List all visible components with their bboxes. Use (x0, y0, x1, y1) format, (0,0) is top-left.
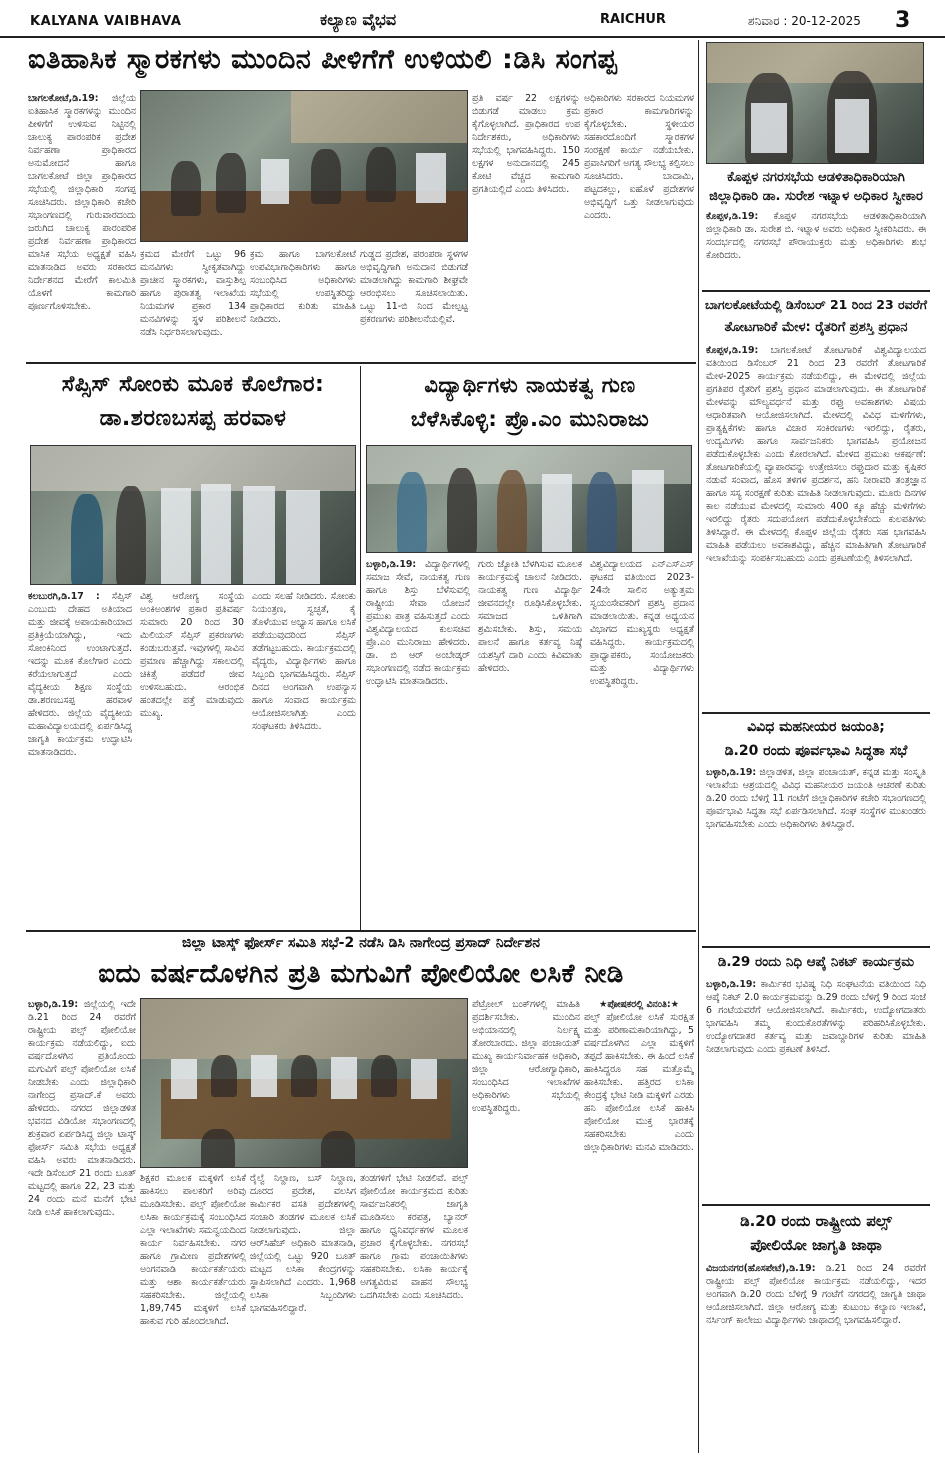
story9-body-2: ಶಿಕ್ಷಕರ ಮೂಲಕ ಮಕ್ಕಳಿಗೆ ಲಸಿಕೆ ಹಾಕಿಸಲು ಪಾಲಕರಿಗೆ ಅರಿವು ಮೂಡಿಸಬೇಕು. ಪಲ್ಸ್ ಪೋಲಿಯೋ ಲಸಿಕಾ ಕಾರ್ಯಕ್ರಮಕ್ಕೆ ಸಂಬಂಧಿಸಿದ ಎಲ್ಲಾ ಇಲಾಖೆಗಳು ಸಮನ್ವಯದಿಂದ ಕಾರ್ಯ ನಿರ್ವಹಿಸಬೇಕು. ನಗರ ಹಾಗೂ ಗ್ರಾಮೀಣ ಪ್ರದೇಶಗಳಲ್ಲಿ ಅಂಗನವಾಡಿ ಕಾರ್ಯಕರ್ತೆಯರು ಮತ್ತು ಆಶಾ ಕಾರ್ಯಕರ್ತೆಯರು ಸಹಕರಿಸಬೇಕು. ಜಿಲ್ಲೆಯಲ್ಲಿ 1,89,745 ಮಕ್ಕಳಿಗೆ ಲಸಿಕೆ ಹಾಕುವ ಗುರಿ ಹೊಂದಲಾಗಿದೆ. (140, 1173, 246, 1327)
story1-column (472, 92, 580, 358)
story4-body-3: ಎಂದು ಸಲಹೆ ನೀಡಿದರು. ಸೋಂಕು ನಿಯಂತ್ರಣ, ಸ್ವಚ್ಛತೆ, ಕೈ ತೊಳೆಯುವ ಅಭ್ಯಾಸ ಹಾಗೂ ಲಸಿಕೆ ಪಡೆಯುವುದರಿಂದ ಸೆಪ್ಸಿಸ್ ತಡೆಗಟ್ಟಬಹುದು. ಕಾರ್ಯಕ್ರಮದಲ್ಲಿ ವೈದ್ಯರು, ವಿದ್ಯಾರ್ಥಿಗಳು ಹಾಗೂ ಸಿಬ್ಬಂದಿ ಭಾಗವಹಿಸಿದ್ದರು. ಸೆಪ್ಸಿಸ್ ದಿನದ ಅಂಗವಾಗಿ ಉಪನ್ಯಾಸ ಹಾಗೂ ಸಂವಾದ ಕಾರ್ಯಕ್ರಮ ಆಯೋಜಿಸಲಾಗಿತ್ತು ಎಂದು ಸಂಘಟಕರು ತಿಳಿಸಿದರು. (252, 591, 356, 732)
story7-headline: ಡಿ.29 ರಂದು ನಿಧಿ ಆಪ್ಕೆ ನಿಕಟ್ ಕಾರ್ಯಕ್ರಮ (717, 954, 915, 970)
story1-column (140, 248, 246, 358)
story1-body-4: ಗುಡ್ಡದ ಪ್ರದೇಶ, ಪರಂಪರಾ ಸ್ಥಳಗಳ ಅಭಿವೃದ್ಧಿಗಾಗಿ ಅನುದಾನ ಬಿಡುಗಡೆ ಮಾಡಲಾಗಿದ್ದು ಕಾಮಗಾರಿ ಶೀಘ್ರವೇ ಆರಂಭಿಸಲು ಸೂಚಿಸಲಾಯಿತು. ಒಟ್ಟು 11-ಬಿ ನಿಂದ ಮೇಲ್ಪಟ್ಟ ಪ್ರಕರಣಗಳು ಪರಿಶೀಲನೆಯಲ್ಲಿವೆ. (360, 249, 468, 325)
section-divider (702, 290, 930, 292)
story9-column (28, 998, 136, 1450)
story4-column (252, 590, 356, 926)
story4-dateline: ಕಲಬುರಗಿ,ಡಿ.17 : (28, 591, 100, 602)
paper-title-kannada: ಕಲ್ಯಾಣ ವೈಭವ (320, 10, 397, 29)
story1-body-6: ಅಧಿಕಾರಿಗಳು ಸರಕಾರದ ನಿಯಮಗಳ ಪ್ರಕಾರ ಕಾಮಗಾರಿಗಳನ್ನು ಕೈಗೊಳ್ಳಬೇಕು. ಸ್ಥಳೀಯರ ಸಹಕಾರದೊಂದಿಗೆ ಸ್ಮಾರಕಗಳ ಸಂರಕ್ಷಣೆ ಕಾರ್ಯ ನಡೆಯಬೇಕು. ಪ್ರವಾಸಿಗರಿಗೆ ಅಗತ್ಯ ಸೌಲಭ್ಯ ಕಲ್ಪಿಸಲು ಸೂಚಿಸಿದರು. ಬಾದಾಮಿ, ಪಟ್ಟದಕಲ್ಲು, ಐಹೊಳೆ ಪ್ರದೇಶಗಳ ಅಭಿವೃದ್ಧಿಗೆ ಒತ್ತು ನೀಡಲಾಗುವುದು ಎಂದರು. (584, 93, 694, 221)
story4-photo-lamp-lighting (30, 445, 356, 585)
story6-headline: ವಿವಿಧ ಮಹನೀಯರ ಜಯಂತಿ; (747, 719, 885, 735)
issue-date: ಶನಿವಾರ : 20-12-2025 (748, 14, 861, 28)
story9-kicker: ಜಿಲ್ಲಾ ಟಾಸ್ಕ್ ಫೋರ್ಸ್ ಸಮಿತಿ ಸಭೆ-2 ನಡೆಸಿ ಡಿಸಿ ನಾಗೇಂದ್ರ ಪ್ರಸಾದ್ ನಿರ್ದೇಶನ (182, 935, 540, 951)
story1-column (584, 92, 694, 358)
story2-column (706, 210, 926, 288)
edition-city: RAICHUR (600, 12, 666, 27)
story5-body-2: ಗುರು ಜ್ಯೋತಿ ಬೆಳಗಿಸುವ ಮೂಲಕ ಕಾರ್ಯಕ್ರಮಕ್ಕೆ ಚಾಲನೆ ನೀಡಿದರು. ನಾಯಕತ್ವ ಗುಣ ವಿದ್ಯಾರ್ಥಿ ಜೀವನದಲ್ಲೇ ರೂಢಿಸಿಕೊಳ್ಳಬೇಕು. ಸಮಾಜದ ಒಳಿತಿಗಾಗಿ ಶ್ರಮಿಸಬೇಕು. ಶಿಸ್ತು, ಸಮಯ ಪಾಲನೆ ಹಾಗೂ ಕರ್ತವ್ಯ ನಿಷ್ಠೆ ಯಶಸ್ಸಿಗೆ ದಾರಿ ಎಂದು ಕಿವಿಮಾತು ಹೇಳಿದರು. (478, 559, 582, 674)
story1-column (360, 248, 468, 358)
story1-body-3: ಕ್ರಮ ಹಾಗೂ ಬಾಗಲಕೋಟೆ ಉಪವಿಭಾಗಾಧಿಕಾರಿಗಳು ಹಾಗೂ ಸಂಬಂಧಿಸಿದ ಅಧಿಕಾರಿಗಳು ಸಭೆಯಲ್ಲಿ ಉಪಸ್ಥಿತರಿದ್ದು ಪ್ರಾಧಿಕಾರದ ಕುರಿತು ಮಾಹಿತಿ ನೀಡಿದರು. (250, 249, 356, 325)
section-divider (26, 930, 696, 932)
story2-body: ಕೊಪ್ಪಳ ನಗರಸಭೆಯ ಆಡಳಿತಾಧಿಕಾರಿಯಾಗಿ ಜಿಲ್ಲಾಧಿಕಾರಿ ಡಾ. ಸುರೇಶ ಬಿ. ಇಟ್ನಾಳ ಅವರು ಅಧಿಕಾರ ಸ್ವೀಕರಿಸಿದರು. ಈ ಸಂದರ್ಭದಲ್ಲಿ ನಗರಸಭೆ ಪೌರಾಯುಕ್ತರು ಮತ್ತು ಅಧಿಕಾರಿಗಳು ಶುಭ ಕೋರಿದರು. (706, 211, 926, 261)
story1-column (250, 248, 356, 358)
story5-body-1: ವಿದ್ಯಾರ್ಥಿಗಳಲ್ಲಿ ಸಮಾಜ ಸೇವೆ, ನಾಯಕತ್ವ ಗುಣ ಹಾಗೂ ಶಿಸ್ತು ಬೆಳೆಸುವಲ್ಲಿ ರಾಷ್ಟ್ರೀಯ ಸೇವಾ ಯೋಜನೆ ಪ್ರಮುಖ ಪಾತ್ರ ವಹಿಸುತ್ತದೆ ಎಂದು ವಿಶ್ವವಿದ್ಯಾಲಯದ ಕುಲಸಚಿವ ಪ್ರೊ.ಎಂ ಮುನಿರಾಜು ಹೇಳಿದರು. ಡಾ. ಬಿ ಆರ್ ಅಂಬೇಡ್ಕರ್ ಸಭಾಂಗಣದಲ್ಲಿ ನಡೆದ ಕಾರ್ಯಕ್ರಮ ಉದ್ಘಾಟಿಸಿ ಮಾತನಾಡಿದರು. (366, 559, 470, 687)
section-divider (702, 712, 930, 714)
paper-name: KALYANA VAIBHAVA (30, 14, 182, 29)
section-divider (26, 362, 696, 364)
story4-headline-1: ಸೆಪ್ಸಿಸ್ ಸೋಂಕು ಮೂಕ ಕೊಲೆಗಾರ: (61, 372, 325, 397)
story7-dateline: ಬಳ್ಳಾರಿ,ಡಿ.19: (706, 979, 757, 990)
column-divider (360, 366, 361, 930)
story8-column (706, 1262, 926, 1452)
section-divider (702, 946, 930, 948)
story3-headline-1: ಬಾಗಲಕೋಟೆಯಲ್ಲಿ ಡಿಸೆಂಬರ್ 21 ರಿಂದ 23 ರವರೆಗೆ (704, 297, 928, 312)
story9-column (360, 1172, 468, 1450)
story1-body-2: ಕ್ರಮದ ಮೇರೆಗೆ ಒಟ್ಟು 96 ಮನವಿಗಳು ಸ್ವೀಕೃತವಾಗಿದ್ದು ಪ್ರಾಚೀನ ಸ್ಮಾರಕಗಳು, ವಾಸ್ತುಶಿಲ್ಪ ಹಾಗೂ ಪುರಾತತ್ವ ಇಲಾಖೆಯ ನಿಯಮಗಳ ಪ್ರಕಾರ 134 ಮನವಿಗಳನ್ನು ಸ್ಥಳ ಪರಿಶೀಲನೆ ನಡೆಸಿ ನಿರ್ಧರಿಸಲಾಗುವುದು. (140, 249, 246, 338)
story9-column (250, 1172, 356, 1450)
story9-body-4: ತಂಡಗಳಿಗೆ ಭೇಟಿ ನೀಡಲಿವೆ. ಪಲ್ಸ್ ಪೋಲಿಯೋ ಕಾರ್ಯಕ್ರಮದ ಕುರಿತು ಸಾರ್ವಜನಿಕರಲ್ಲಿ ಜಾಗೃತಿ ಮೂಡಿಸಲು ಕರಪತ್ರ, ಬ್ಯಾನರ್ ಹಾಗೂ ಧ್ವನಿವರ್ಧಕಗಳ ಮೂಲಕ ಪ್ರಚಾರ ಕೈಗೊಳ್ಳಬೇಕು. ನಗರಸಭೆ ಹಾಗೂ ಗ್ರಾಮ ಪಂಚಾಯಿತಿಗಳು ಸಹಕರಿಸಬೇಕು. ಲಸಿಕಾ ಕಾರ್ಯಕ್ಕೆ ಅಗತ್ಯವಿರುವ ವಾಹನ ಸೌಲಭ್ಯ ಒದಗಿಸಬೇಕು ಎಂದು ಸೂಚಿಸಿದರು. (360, 1173, 468, 1301)
section-divider (702, 1204, 930, 1206)
story1-body-5: ಪ್ರತಿ ವರ್ಷ 22 ಲಕ್ಷಗಳನ್ನು ಬಿಡುಗಡೆ ಮಾಡಲು ಕ್ರಮ ಕೈಗೊಳ್ಳಲಾಗಿದೆ. ಪ್ರಾಧಿಕಾರದ ಉಪ ನಿರ್ದೇಶಕರು, ಅಧಿಕಾರಿಗಳು ಸಭೆಯಲ್ಲಿ ಭಾಗವಹಿಸಿದ್ದರು. 150 ಲಕ್ಷಗಳ ಅನುದಾನದಲ್ಲಿ 245 ಕೋಟಿ ವೆಚ್ಚದ ಕಾಮಗಾರಿ ಪ್ರಗತಿಯಲ್ಲಿದೆ ಎಂದು ತಿಳಿಸಿದರು. (472, 93, 580, 195)
story9-body-6: ಪಲ್ಸ್ ಪೋಲಿಯೋ ಲಸಿಕೆ ಸುರಕ್ಷಿತ ಮತ್ತು ಪರಿಣಾಮಕಾರಿಯಾಗಿದ್ದು, 5 ವರ್ಷದೊಳಗಿನ ಎಲ್ಲಾ ಮಕ್ಕಳಿಗೆ ತಪ್ಪದೆ ಹಾಕಿಸಬೇಕು. ಈ ಹಿಂದೆ ಲಸಿಕೆ ಹಾಕಿಸಿದ್ದರೂ ಸಹ ಮತ್ತೊಮ್ಮೆ ಹಾಕಿಸಬೇಕು. ಹತ್ತಿರದ ಲಸಿಕಾ ಕೇಂದ್ರಕ್ಕೆ ಭೇಟಿ ನೀಡಿ ಮಕ್ಕಳಿಗೆ ಎರಡು ಹನಿ ಪೋಲಿಯೋ ಲಸಿಕೆ ಹಾಕಿಸಿ ಪೋಲಿಯೋ ಮುಕ್ತ ಭಾರತಕ್ಕೆ ಸಹಕರಿಸಬೇಕು ಎಂದು ಜಿಲ್ಲಾಧಿಕಾರಿಗಳು ಮನವಿ ಮಾಡಿದರು. (584, 1012, 694, 1153)
story4-headline-2: ಡಾ.ಶರಣಬಸಪ್ಪ ಹರವಾಳ (99, 406, 287, 431)
story9-headline: ಐದು ವರ್ಷದೊಳಗಿನ ಪ್ರತಿ ಮಗುವಿಗೆ ಪೋಲಿಯೋ ಲಸಿಕೆ ನೀಡಿ (98, 959, 624, 989)
story8-dateline: ವಿಜಯನಗರ(ಹೊಸಪೇಟೆ),ಡಿ.19: (706, 1263, 816, 1274)
story5-body-3: ವಿಶ್ವವಿದ್ಯಾಲಯದ ಎನ್‌ಎಸ್‌ಎಸ್ ಘಟಕದ ವತಿಯಿಂದ 2023-24ನೇ ಸಾಲಿನ ಅತ್ಯುತ್ತಮ ಸ್ವಯಂಸೇವಕರಿಗೆ ಪ್ರಶಸ್ತಿ ಪ್ರದಾನ ಮಾಡಲಾಯಿತು. ಕನ್ನಡ ಅಧ್ಯಯನ ವಿಭಾಗದ ಮುಖ್ಯಸ್ಥರು ಅಧ್ಯಕ್ಷತೆ ವಹಿಸಿದ್ದರು. ಕಾರ್ಯಕ್ರಮದಲ್ಲಿ ಪ್ರಾಧ್ಯಾಪಕರು, ಸಂಯೋಜಕರು ಮತ್ತು ವಿದ್ಯಾರ್ಥಿಗಳು ಉಪಸ್ಥಿತರಿದ್ದರು. (590, 559, 694, 687)
story9-dateline: ಬಳ್ಳಾರಿ,ಡಿ.19: (28, 999, 79, 1010)
story5-column (478, 558, 582, 926)
story1-headline: ಐತಿಹಾಸಿಕ ಸ್ಮಾರಕಗಳು ಮುಂದಿನ ಪೀಳಿಗೆಗೆ ಉಳಿಯಲಿ :ಡಿಸಿ ಸಂಗಪ್ಪ (28, 44, 618, 75)
story9-column (472, 998, 580, 1450)
story1-photo-meeting (140, 90, 468, 242)
story1-dateline: ಬಾಗಲಕೋಟೆ,ಡಿ.19: (28, 93, 99, 104)
story8-body: ಡಿ.21 ರಿಂದ 24 ರವರೆಗೆ ರಾಷ್ಟ್ರೀಯ ಪಲ್ಸ್ ಪೋಲಿಯೋ ಕಾರ್ಯಕ್ರಮ ನಡೆಯಲಿದ್ದು, ಇದರ ಅಂಗವಾಗಿ ಡಿ.20 ರಂದು ಬೆಳಿಗ್ಗೆ 9 ಗಂಟೆಗೆ ನಗರದಲ್ಲಿ ಜಾಗೃತಿ ಜಾಥಾ ಆಯೋಜಿಸಲಾಗಿದೆ. ಜಿಲ್ಲಾ ಆರೋಗ್ಯ ಮತ್ತು ಕುಟುಂಬ ಕಲ್ಯಾಣ ಇಲಾಖೆ, ನರ್ಸಿಂಗ್ ಕಾಲೇಜು ವಿದ್ಯಾರ್ಥಿಗಳು ಜಾಥಾದಲ್ಲಿ ಭಾಗವಹಿಸಲಿದ್ದಾರೆ. (706, 1263, 926, 1326)
story5-headline-1: ವಿದ್ಯಾರ್ಥಿಗಳು ನಾಯಕತ್ವ ಗುಣ (424, 373, 636, 397)
story3-dateline: ಕೊಪ್ಪಳ,ಡಿ.19: (706, 345, 759, 356)
story8-headline-2: ಪೋಲಿಯೋ ಜಾಗೃತಿ ಜಾಥಾ (750, 1236, 882, 1254)
column-divider (698, 933, 699, 1453)
story3-headline-2: ತೋಟಗಾರಿಕೆ ಮೇಳ: ರೈತರಿಗೆ ಪ್ರಶಸ್ತಿ ಪ್ರಧಾನ (724, 320, 908, 335)
column-divider (698, 40, 699, 933)
story9-photo-taskforce-meeting (140, 998, 468, 1168)
story5-dateline: ಬಳ್ಳಾರಿ,ಡಿ.19: (366, 559, 417, 570)
story2-headline: ಕೊಪ್ಪಳ ನಗರಸಭೆಯ ಆಡಳಿತಾಧಿಕಾರಿಯಾಗಿ ಜಿಲ್ಲಾಧಿಕಾರಿ ಡಾ. ಸುರೇಶ ಇಟ್ನಾಳ ಅಧಿಕಾರ ಸ್ವೀಕಾರ (709, 170, 923, 204)
story5-column (590, 558, 694, 926)
story7-column (706, 978, 926, 1196)
story7-body: ಕಾರ್ಮಿಕರ ಭವಿಷ್ಯ ನಿಧಿ ಸಂಘಟನೆಯ ವತಿಯಿಂದ ನಿಧಿ ಆಪ್ಕೆ ನಿಕಟ್ 2.0 ಕಾರ್ಯಕ್ರಮವನ್ನು ಡಿ.29 ರಂದು ಬೆಳಿಗ್ಗೆ 9 ರಿಂದ ಸಂಜೆ 6 ಗಂಟೆಯವರೆಗೆ ಆಯೋಜಿಸಲಾಗಿದೆ. ಕಾರ್ಮಿಕರು, ಉದ್ಯೋಗದಾತರು ಭಾಗವಹಿಸಿ ತಮ್ಮ ಕುಂದುಕೊರತೆಗಳನ್ನು ಪರಿಹರಿಸಿಕೊಳ್ಳಬೇಕು. ಉದ್ಯೋಗದಾತರ ಕರ್ತವ್ಯ ಮತ್ತು ಜವಾಬ್ದಾರಿಗಳ ಕುರಿತು ಮಾಹಿತಿ ನೀಡಲಾಗುವುದು ಎಂದು ಪ್ರಕಟಣೆ ತಿಳಿಸಿದೆ. (706, 979, 926, 1055)
story6-subheadline: ಡಿ.20 ರಂದು ಪೂರ್ವಭಾವಿ ಸಿದ್ಧತಾ ಸಭೆ (724, 743, 908, 759)
story3-column (706, 344, 926, 682)
story9-body-1: ಜಿಲ್ಲೆಯಲ್ಲಿ ಇದೇ ಡಿ.21 ರಿಂದ 24 ರವರೆಗೆ ರಾಷ್ಟ್ರೀಯ ಪಲ್ಸ್ ಪೋಲಿಯೋ ಕಾರ್ಯಕ್ರಮ ನಡೆಯಲಿದ್ದು, ಐದು ವರ್ಷದೊಳಗಿನ ಪ್ರತಿಯೊಂದು ಮಗುವಿಗೆ ಪಲ್ಸ್ ಪೋಲಿಯೋ ಲಸಿಕೆ ನೀಡಬೇಕು ಎಂದು ಜಿಲ್ಲಾಧಿಕಾರಿ ನಾಗೇಂದ್ರ ಪ್ರಸಾದ್.ಕೆ ಅವರು ಹೇಳಿದರು. ನಗರದ ಜಿಲ್ಲಾಡಳಿತ ಭವನದ ವಿಡಿಯೋ ಸಭಾಂಗಣದಲ್ಲಿ ಶುಕ್ರವಾರ ಏರ್ಪಡಿಸಿದ್ದ ಜಿಲ್ಲಾ ಟಾಸ್ಕ್ ಫೋರ್ಸ್ ಸಮಿತಿ ಸಭೆಯ ಅಧ್ಯಕ್ಷತೆ ವಹಿಸಿ ಅವರು ಮಾತನಾಡಿದರು. ಇದೇ ಡಿಸೆಂಬರ್ 21 ರಂದು ಬೂತ್ ಮಟ್ಟದಲ್ಲಿ ಹಾಗೂ 22, 23 ಮತ್ತು 24 ರಂದು ಮನೆ ಮನೆಗೆ ಭೇಟಿ ನೀಡಿ ಲಸಿಕೆ ಹಾಕಲಾಗುವುದು. (28, 999, 136, 1218)
story4-body-2: ವಿಶ್ವ ಆರೋಗ್ಯ ಸಂಸ್ಥೆಯ ಅಂಕಿಅಂಶಗಳ ಪ್ರಕಾರ ಪ್ರತಿವರ್ಷ ಸುಮಾರು 20 ರಿಂದ 30 ಮಿಲಿಯನ್ ಸೆಪ್ಸಿಸ್ ಪ್ರಕರಣಗಳು ಕಂಡುಬರುತ್ತವೆ. ಇವುಗಳಲ್ಲಿ ಸಾವಿನ ಪ್ರಮಾಣ ಹೆಚ್ಚಾಗಿದ್ದು ಸಕಾಲದಲ್ಲಿ ಚಿಕಿತ್ಸೆ ಪಡೆದರೆ ಜೀವ ಉಳಿಸಬಹುದು. ಆರಂಭಿಕ ಹಂತದಲ್ಲೇ ಪತ್ತೆ ಮಾಡುವುದು ಮುಖ್ಯ. (140, 591, 244, 719)
story5-photo-inauguration (366, 445, 692, 553)
story4-body-1: ಸೆಪ್ಸಿಸ್ ಎಂಬುದು ದೇಹದ ಅತಿಯಾದ ಮತ್ತು ಜೀವಕ್ಕೆ ಅಪಾಯಕಾರಿಯಾದ ಪ್ರತಿಕ್ರಿಯೆಯಾಗಿದ್ದು, ಇದು ಸೋಂಕಿನಿಂದ ಉಂಟಾಗುತ್ತದೆ. ಇದನ್ನು ಮೂಕ ಕೊಲೆಗಾರ ಎಂದು ಕರೆಯಲಾಗುತ್ತದೆ ಎಂದು ವೈದ್ಯಕೀಯ ಶಿಕ್ಷಣ ಸಂಸ್ಥೆಯ ಡಾ.ಶರಣಬಸಪ್ಪ ಹರವಾಳ ಹೇಳಿದರು. ಜಿಲ್ಲೆಯ ವೈದ್ಯಕೀಯ ಮಹಾವಿದ್ಯಾಲಯದಲ್ಲಿ ಏರ್ಪಡಿಸಿದ್ದ ಜಾಗೃತಿ ಕಾರ್ಯಕ್ರಮ ಉದ್ಘಾಟಿಸಿ ಮಾತನಾಡಿದರು. (28, 591, 132, 758)
story6-column (706, 766, 926, 938)
story2-dateline: ಕೊಪ್ಪಳ,ಡಿ.19: (706, 211, 759, 222)
story9-body-3: ರೈಲ್ವೆ ನಿಲ್ದಾಣ, ಬಸ್ ನಿಲ್ದಾಣ, ದೂರದ ಪ್ರದೇಶ, ವಲಸಿಗ ಕಾರ್ಮಿಕರ ವಸತಿ ಪ್ರದೇಶಗಳಲ್ಲಿ ಸಂಚಾರಿ ತಂಡಗಳ ಮೂಲಕ ಲಸಿಕೆ ನೀಡಲಾಗುವುದು. ಜಿಲ್ಲಾ ಆರ್‌ಸಿಹೆಚ್ ಅಧಿಕಾರಿ ಮಾತನಾಡಿ, ಜಿಲ್ಲೆಯಲ್ಲಿ ಒಟ್ಟು 920 ಬೂತ್ ಮಟ್ಟದ ಲಸಿಕಾ ಕೇಂದ್ರಗಳನ್ನು ಸ್ಥಾಪಿಸಲಾಗಿದೆ ಎಂದರು. 1,968 ಲಸಿಕಾ ಸಿಬ್ಬಂದಿಗಳು ಭಾಗವಹಿಸಲಿದ್ದಾರೆ. (250, 1173, 356, 1314)
story4-column (140, 590, 244, 926)
story3-body: ಬಾಗಲಕೋಟೆ ತೋಟಗಾರಿಕೆ ವಿಶ್ವವಿದ್ಯಾಲಯದ ವತಿಯಿಂದ ಡಿಸೆಂಬರ್ 21 ರಿಂದ 23 ರವರೆಗೆ ತೋಟಗಾರಿಕೆ ಮೇಳ-2025 ಕಾರ್ಯಕ್ರಮ ನಡೆಯಲಿದ್ದು, ಈ ಮೇಳದಲ್ಲಿ ಜಿಲ್ಲೆಯ ಪ್ರಗತಿಪರ ರೈತರಿಗೆ ಪ್ರಶಸ್ತಿ ಪ್ರಧಾನ ಮಾಡಲಾಗುವುದು. ಈ ತೋಟಗಾರಿಕೆ ಮೇಳವನ್ನು ಮೌಲ್ಯವರ್ಧನೆ ಮತ್ತು ರಫ್ತು ಅವಕಾಶಗಳು ವಿಷಯ ಆಧಾರಿತವಾಗಿ ಆಯೋಜಿಸಲಾಗಿದೆ. ಮೇಳದಲ್ಲಿ ವಿವಿಧ ಮಳಿಗೆಗಳು, ಪ್ರಾತ್ಯಕ್ಷಿಕೆಗಳು ಹಾಗೂ ವಿಚಾರ ಸಂಕಿರಣಗಳು ಇರಲಿದ್ದು, ರೈತರು, ಉದ್ಯಮಿಗಳು ಹಾಗೂ ಸಾರ್ವಜನಿಕರು ಭಾಗವಹಿಸಿ ಪ್ರಯೋಜನ ಪಡೆದುಕೊಳ್ಳಬೇಕು ಎಂದು ಕೋರಲಾಗಿದೆ. ಮೇಳದ ಪ್ರಮುಖ ಆಕರ್ಷಣೆ: ತೋಟಗಾರಿಕೆಯಲ್ಲಿ ವ್ಯಾಪಾರವನ್ನು ಉತ್ತೇಜಿಸಲು ರಫ್ತುದಾರ ಮತ್ತು ಕೃಷಿಕರ ನಡುವೆ ಸಂವಾದ, ಹೊಸ ತಳಿಗಳ ಪ್ರದರ್ಶನ, ಹನಿ ನೀರಾವರಿ ತಂತ್ರಜ್ಞಾನ ಹಾಗೂ ಸಸ್ಯ ಸಂರಕ್ಷಣೆ ಕುರಿತು ಮಾಹಿತಿ ನೀಡಲಾಗುವುದು. ಮೂರು ದಿನಗಳ ಕಾಲ ನಡೆಯುವ ಮೇಳದಲ್ಲಿ ಸುಮಾರು 400 ಕ್ಕೂ ಹೆಚ್ಚು ಮಳಿಗೆಗಳು ಇರಲಿದ್ದು ರೈತರು ಸದುಪಯೋಗ ಪಡೆದುಕೊಳ್ಳಬೇಕೆಂದು ಕುಲಪತಿಗಳು ತಿಳಿಸಿದ್ದಾರೆ. ಈ ಮೇಳದಲ್ಲಿ ಕೊಪ್ಪಳ ಜಿಲ್ಲೆಯ ರೈತರು ಸಹ ಭಾಗವಹಿಸಿ ಮಾಹಿತಿ ಪಡೆಯಲು ಅವಕಾಶವಿದ್ದು, ಹೆಚ್ಚಿನ ಮಾಹಿತಿಗಾಗಿ ತೋಟಗಾರಿಕೆ ಇಲಾಖೆಯನ್ನು ಸಂಪರ್ಕಿಸಬಹುದು ಎಂದು ಪ್ರಕಟಣೆಯಲ್ಲಿ ತಿಳಿಸಲಾಗಿದೆ. (706, 345, 926, 564)
page-number: 3 (895, 8, 911, 33)
story9-column (584, 998, 694, 1450)
story4-column (28, 590, 132, 926)
story6-dateline: ಬಳ್ಳಾರಿ,ಡಿ.19: (706, 767, 757, 778)
story5-headline-2: ಬೆಳೆಸಿಕೊಳ್ಳಿ: ಪ್ರೊ.ಎಂ ಮುನಿರಾಜು (410, 407, 650, 431)
story1-body-1: ಜಿಲ್ಲೆಯ ಐತಿಹಾಸಿಕ ಸ್ಮಾರಕಗಳನ್ನು ಮುಂದಿನ ಪೀಳಿಗೆಗೆ ಉಳಿಸುವ ನಿಟ್ಟಿನಲ್ಲಿ ಚಾಲುಕ್ಯ ಪಾರಂಪರಿಕ ಪ್ರದೇಶ ನಿರ್ವಹಣಾ ಪ್ರಾಧಿಕಾರದ ಅನುಮೋದನೆ ಹಾಗೂ ಬಾಗಲಕೋಟೆ ಜಿಲ್ಲಾ ಪ್ರಾಧಿಕಾರದ ಸಭೆಯಲ್ಲಿ ಜಿಲ್ಲಾಧಿಕಾರಿ ಸಂಗಪ್ಪ ಸೂಚಿಸಿದರು. ಜಿಲ್ಲಾಧಿಕಾರಿ ಕಚೇರಿ ಸಭಾಂಗಣದಲ್ಲಿ ಗುರುವಾರದಂದು ಜರುಗಿದ ಚಾಲುಕ್ಯ ಪಾರಂಪರಿಕ ಪ್ರದೇಶ ನಿರ್ವಹಣಾ ಪ್ರಾಧಿಕಾರದ ಮಾಸಿಕ ಸಭೆಯ ಅಧ್ಯಕ್ಷತೆ ವಹಿಸಿ ಮಾತನಾಡಿದ ಅವರು ಸರಕಾರದ ನಿರ್ದೇಶನದ ಮೇರೆಗೆ ಕಾಲಮಿತಿ ಯೊಳಗೆ ಕಾಮಗಾರಿ ಪೂರ್ಣಗೊಳಿಸಬೇಕು. (28, 93, 136, 312)
story9-column (140, 1172, 246, 1450)
story8-headline-1: ಡಿ.20 ರಂದು ರಾಷ್ಟ್ರೀಯ ಪಲ್ಸ್ (740, 1212, 892, 1230)
story9-body-5: ಪೆಟ್ರೋಲ್ ಬಂಕ್‌ಗಳಲ್ಲಿ ಮಾಹಿತಿ ಪ್ರದರ್ಶಿಸಬೇಕು. ಮುಂದಿನ ಅಭಿಯಾನದಲ್ಲಿ ನಿರ್ಲಕ್ಷ್ಯ ತೋರಬಾರದು. ಜಿಲ್ಲಾ ಪಂಚಾಯತ್ ಮುಖ್ಯ ಕಾರ್ಯನಿರ್ವಾಹಕ ಅಧಿಕಾರಿ, ಜಿಲ್ಲಾ ಆರೋಗ್ಯಾಧಿಕಾರಿ, ಸಂಬಂಧಿಸಿದ ಇಲಾಖೆಗಳ ಅಧಿಕಾರಿಗಳು ಸಭೆಯಲ್ಲಿ ಉಪಸ್ಥಿತರಿದ್ದರು. (472, 999, 580, 1114)
story2-photo-handover (706, 42, 924, 164)
story6-body: ಜಿಲ್ಲಾಡಳಿತ, ಜಿಲ್ಲಾ ಪಂಚಾಯತ್, ಕನ್ನಡ ಮತ್ತು ಸಂಸ್ಕೃತಿ ಇಲಾಖೆಯ ಆಶ್ರಯದಲ್ಲಿ ವಿವಿಧ ಮಹನೀಯರ ಜಯಂತಿ ಆಚರಣೆ ಕುರಿತು ಡಿ.20 ರಂದು ಬೆಳಿಗ್ಗೆ 11 ಗಂಟೆಗೆ ಜಿಲ್ಲಾಧಿಕಾರಿಗಳ ಕಚೇರಿ ಸಭಾಂಗಣದಲ್ಲಿ ಪೂರ್ವಭಾವಿ ಸಿದ್ಧತಾ ಸಭೆ ಏರ್ಪಡಿಸಲಾಗಿದೆ. ಸಂಘ ಸಂಸ್ಥೆಗಳ ಮುಖಂಡರು ಭಾಗವಹಿಸಬೇಕು ಎಂದು ಅಧಿಕಾರಿಗಳು ತಿಳಿಸಿದ್ದಾರೆ. (706, 767, 926, 830)
story9-appeal-kicker: ★ಪೋಷಕರಲ್ಲಿ ವಿನಂತಿ:★ (598, 999, 680, 1010)
story5-column (366, 558, 470, 926)
